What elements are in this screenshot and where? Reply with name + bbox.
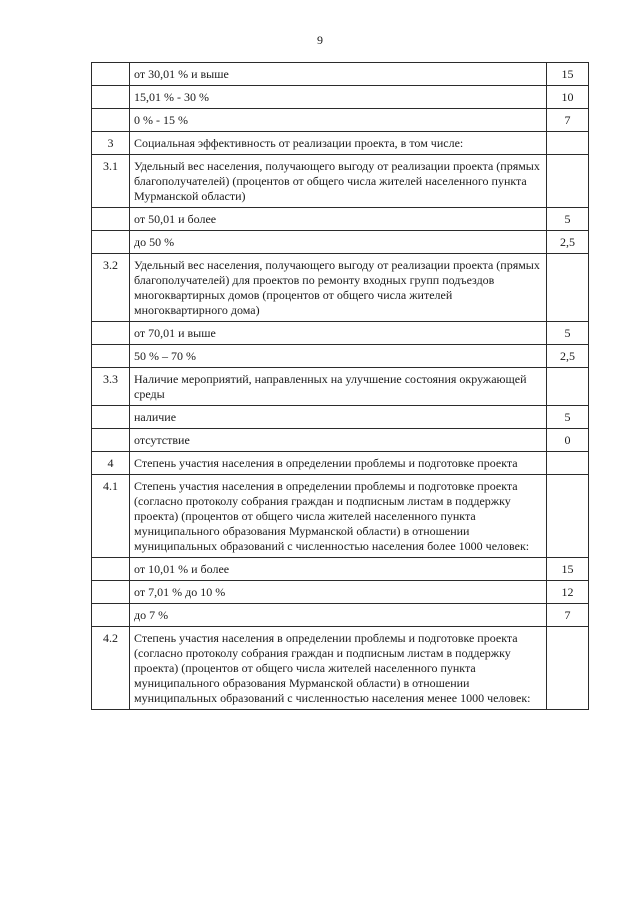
criterion-text-cell: наличие <box>130 406 547 429</box>
row-number-cell: 3.1 <box>92 155 130 208</box>
table-row <box>92 475 589 558</box>
row-number-cell <box>92 429 130 452</box>
table-row <box>92 132 589 155</box>
score-cell: 5 <box>547 322 589 345</box>
criterion-text-cell: Степень участия населения в определении проблемы и подготовке проекта (согласно протоколу собрания граждан и подписным листам в поддержку проекта) (процентов от общего числа жителей населенного пункта муниципального образования Мурманской области) в отношении муниципальных образований с численностью населения менее 1000 человек: <box>130 627 547 710</box>
table-row <box>92 452 589 475</box>
score-cell <box>547 368 589 406</box>
criterion-text-cell: Удельный вес населения, получающего выгоду от реализации проекта (прямых благополучателей) (процентов от общего числа жителей населенного пункта Мурманской области) <box>130 155 547 208</box>
row-number-cell <box>92 581 130 604</box>
score-cell: 15 <box>547 558 589 581</box>
table-row <box>92 581 589 604</box>
criteria-table <box>91 62 589 710</box>
criterion-text-cell: 50 % – 70 % <box>130 345 547 368</box>
table-row <box>92 254 589 322</box>
score-cell <box>547 254 589 322</box>
criterion-text-cell: Удельный вес населения, получающего выгоду от реализации проекта (прямых благополучателей) для проектов по ремонту входных групп подъездов многоквартирных домов (процентов от общего числа жителей многоквартирного дома) <box>130 254 547 322</box>
score-cell: 7 <box>547 604 589 627</box>
table-row <box>92 627 589 710</box>
criterion-text-cell: Степень участия населения в определении проблемы и подготовке проекта (согласно протоколу собрания граждан и подписным листам в поддержку проекта) (процентов от общего числа жителей населенного пункта муниципального образования Мурманской области) в отношении муниципальных образований с численностью населения более 1000 человек: <box>130 475 547 558</box>
row-number-cell <box>92 406 130 429</box>
score-cell <box>547 627 589 710</box>
row-number-cell: 3.2 <box>92 254 130 322</box>
criterion-text-cell: Наличие мероприятий, направленных на улучшение состояния окружающей среды <box>130 368 547 406</box>
row-number-cell: 4.2 <box>92 627 130 710</box>
score-cell <box>547 132 589 155</box>
criterion-text-cell: от 30,01 % и выше <box>130 63 547 86</box>
row-number-cell <box>92 322 130 345</box>
row-number-cell: 4 <box>92 452 130 475</box>
page-number: 9 <box>317 33 323 47</box>
criterion-text-cell: от 7,01 % до 10 % <box>130 581 547 604</box>
table-row <box>92 345 589 368</box>
row-number-cell <box>92 63 130 86</box>
criterion-text-cell: отсутствие <box>130 429 547 452</box>
row-number-cell: 4.1 <box>92 475 130 558</box>
table-row <box>92 208 589 231</box>
score-cell: 0 <box>547 429 589 452</box>
table-row <box>92 231 589 254</box>
row-number-cell <box>92 345 130 368</box>
table-row <box>92 155 589 208</box>
criterion-text-cell: до 7 % <box>130 604 547 627</box>
table-row <box>92 558 589 581</box>
criterion-text-cell: до 50 % <box>130 231 547 254</box>
criterion-text-cell: 0 % - 15 % <box>130 109 547 132</box>
row-number-cell: 3 <box>92 132 130 155</box>
criterion-text-cell: Степень участия населения в определении проблемы и подготовке проекта <box>130 452 547 475</box>
row-number-cell <box>92 208 130 231</box>
table-row <box>92 406 589 429</box>
table-row <box>92 604 589 627</box>
criterion-text-cell: от 50,01 и более <box>130 208 547 231</box>
score-cell: 7 <box>547 109 589 132</box>
score-cell <box>547 155 589 208</box>
criterion-text-cell: от 70,01 и выше <box>130 322 547 345</box>
table-row <box>92 322 589 345</box>
score-cell: 5 <box>547 208 589 231</box>
score-cell: 10 <box>547 86 589 109</box>
score-cell: 2,5 <box>547 345 589 368</box>
row-number-cell <box>92 558 130 581</box>
row-number-cell: 3.3 <box>92 368 130 406</box>
table-row <box>92 86 589 109</box>
row-number-cell <box>92 604 130 627</box>
score-cell: 12 <box>547 581 589 604</box>
score-cell: 2,5 <box>547 231 589 254</box>
score-cell <box>547 475 589 558</box>
table-row <box>92 63 589 86</box>
criterion-text-cell: 15,01 % - 30 % <box>130 86 547 109</box>
criterion-text-cell: Социальная эффективность от реализации проекта, в том числе: <box>130 132 547 155</box>
table-row <box>92 109 589 132</box>
row-number-cell <box>92 86 130 109</box>
score-cell: 5 <box>547 406 589 429</box>
criteria-table-body <box>92 63 589 710</box>
row-number-cell <box>92 109 130 132</box>
score-cell: 15 <box>547 63 589 86</box>
table-row <box>92 429 589 452</box>
table-row <box>92 368 589 406</box>
criterion-text-cell: от 10,01 % и более <box>130 558 547 581</box>
row-number-cell <box>92 231 130 254</box>
score-cell <box>547 452 589 475</box>
